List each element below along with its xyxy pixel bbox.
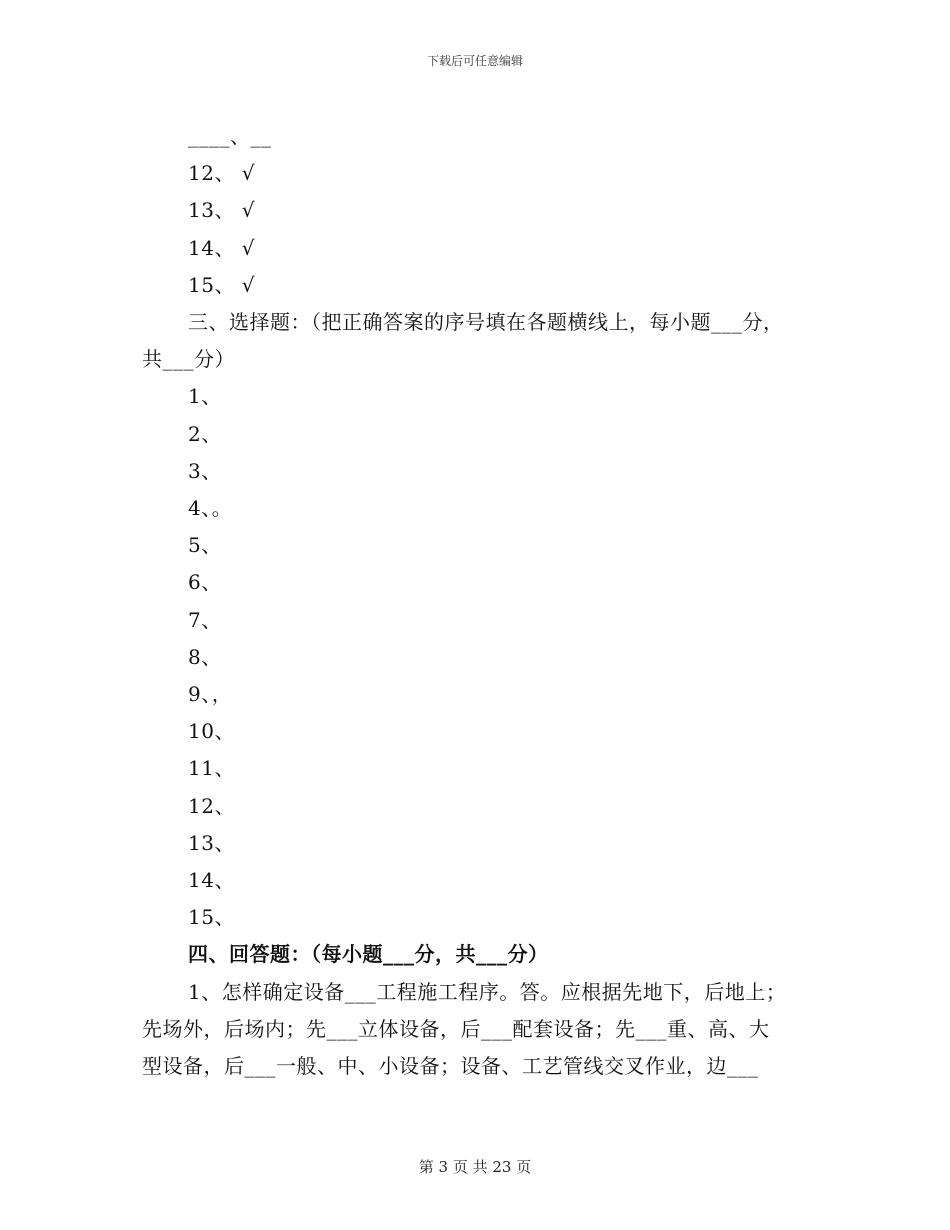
text-line: 6、 — [188, 570, 222, 595]
text-line: 9、， — [188, 682, 233, 707]
text-line: ____、__ — [188, 124, 272, 148]
text-line: 15、 √ — [188, 272, 256, 297]
text-line: 10、 — [188, 719, 235, 744]
text-line: 3、 — [188, 458, 222, 483]
page-footer: 第 3 页 共 23 页 — [418, 1158, 532, 1176]
text-line: 4、。 — [188, 496, 233, 521]
text-line: 7、 — [188, 607, 222, 632]
text-line: 共___分） — [142, 347, 235, 372]
document-body — [142, 118, 822, 1085]
text-line: 11、 — [188, 756, 235, 781]
text-line: 型设备，后___一般、中、小设备；设备、工艺管线交叉作业，边___ — [142, 1054, 759, 1079]
text-line: 四、回答题：（每小题___分，共___分） — [188, 942, 549, 967]
text-line: 12、 — [188, 793, 235, 818]
text-line: 1、 — [188, 384, 222, 409]
text-line: 三、选择题：（把正确答案的序号填在各题横线上，每小题___分， — [188, 310, 784, 335]
page-header: 下载后可任意编辑 — [426, 54, 523, 68]
text-line: 13、 — [188, 830, 235, 855]
text-line: 13、 √ — [188, 198, 256, 223]
text-line: 14、 √ — [188, 235, 256, 260]
text-line: 15、 — [188, 905, 235, 930]
text-line: 2、 — [188, 421, 222, 446]
text-line: 14、 — [188, 868, 235, 893]
text-line: 5、 — [188, 533, 222, 558]
text-line: 8、 — [188, 644, 222, 669]
text-line: 1、怎样确定设备___工程施工程序。答。应根据先地下，后地上； — [188, 979, 787, 1004]
text-line: 12、 √ — [188, 161, 256, 186]
text-line: 先场外，后场内；先___立体设备，后___配套设备；先___重、高、大 — [142, 1016, 770, 1041]
